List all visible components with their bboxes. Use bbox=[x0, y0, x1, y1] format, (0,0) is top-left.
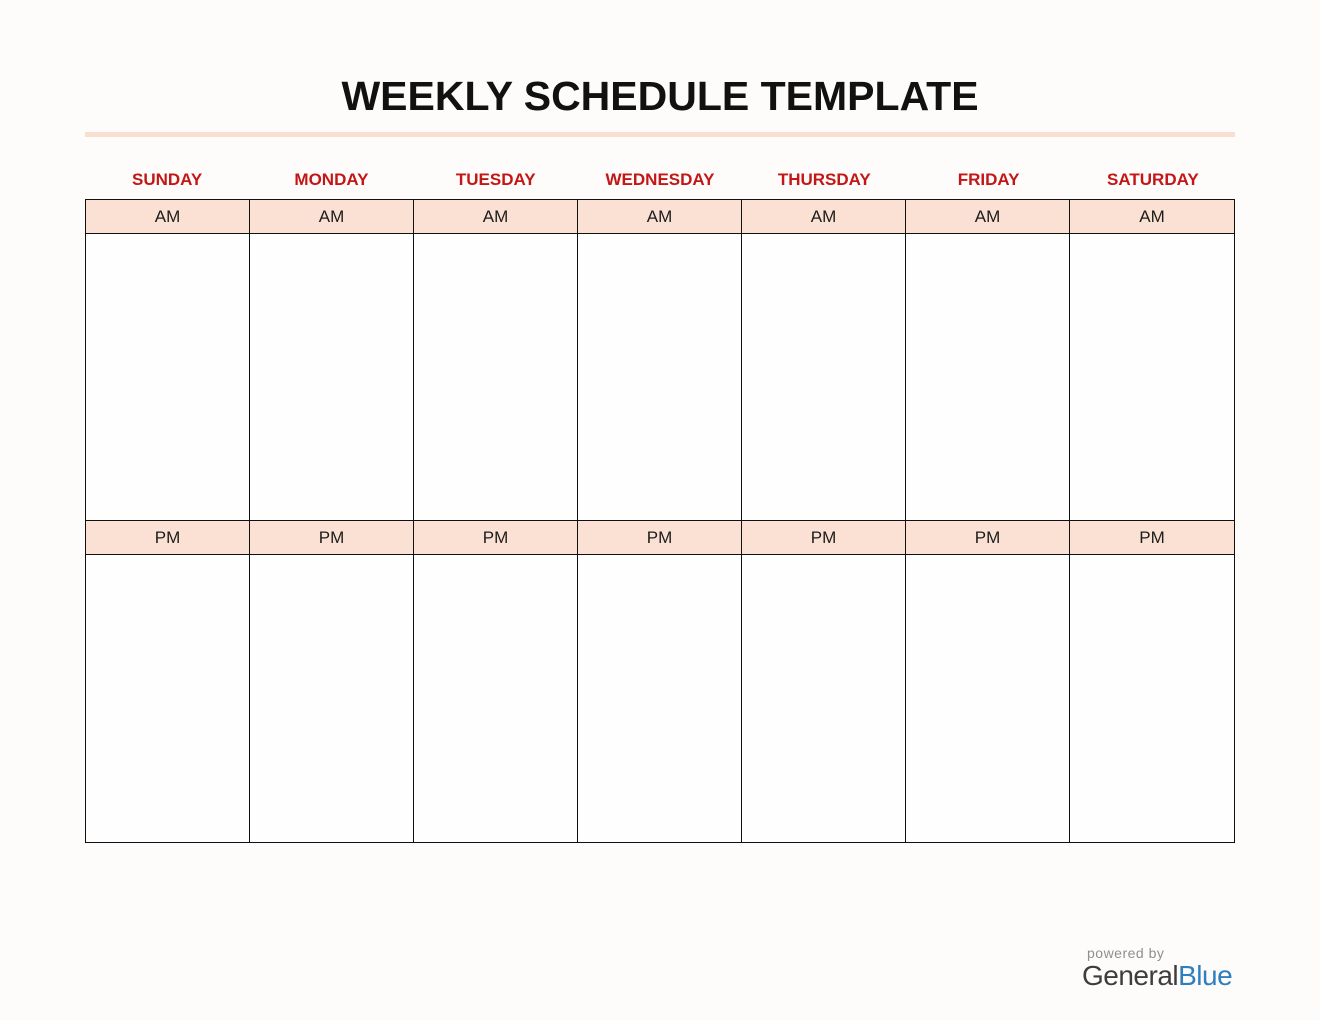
pm-schedule-cell-thursday bbox=[742, 555, 906, 842]
pm-band-row bbox=[86, 521, 1234, 555]
title-accent-rule bbox=[85, 132, 1235, 137]
pm-entries-row bbox=[86, 555, 1234, 842]
pm-schedule-cell-friday bbox=[906, 555, 1070, 842]
pm-schedule-cell-saturday bbox=[1070, 555, 1234, 842]
pm-band-cell: PM bbox=[250, 521, 414, 555]
am-band-cell: AM bbox=[414, 200, 578, 234]
brand-general-text: General bbox=[1082, 960, 1179, 992]
day-header-row bbox=[85, 170, 1235, 199]
pm-band-cell: PM bbox=[906, 521, 1070, 555]
pm-schedule-cell-sunday bbox=[86, 555, 250, 842]
am-band-cell: AM bbox=[906, 200, 1070, 234]
am-schedule-cell-thursday bbox=[742, 234, 906, 521]
generalblue-logo bbox=[1082, 946, 1232, 992]
day-header-friday: FRIDAY bbox=[957, 170, 1020, 190]
am-schedule-cell-wednesday bbox=[578, 234, 742, 521]
am-band-cell: AM bbox=[86, 200, 250, 234]
day-header-wednesday: WEDNESDAY bbox=[605, 170, 715, 190]
am-band-cell: AM bbox=[578, 200, 742, 234]
am-band-row bbox=[86, 200, 1234, 234]
pm-band-cell: PM bbox=[86, 521, 250, 555]
pm-band-cell: PM bbox=[414, 521, 578, 555]
day-header-tuesday: TUESDAY bbox=[455, 170, 536, 190]
am-band-cell: AM bbox=[742, 200, 906, 234]
weekly-schedule-table bbox=[85, 199, 1235, 843]
am-schedule-cell-monday bbox=[250, 234, 414, 521]
am-entries-row bbox=[86, 234, 1234, 521]
day-header-monday: MONDAY bbox=[294, 170, 369, 190]
am-schedule-cell-sunday bbox=[86, 234, 250, 521]
am-schedule-cell-friday bbox=[906, 234, 1070, 521]
am-schedule-cell-saturday bbox=[1070, 234, 1234, 521]
brand-wordmark bbox=[1082, 961, 1232, 992]
day-header-thursday: THURSDAY bbox=[777, 170, 871, 190]
am-band-cell: AM bbox=[250, 200, 414, 234]
page-title: WEEKLY SCHEDULE TEMPLATE bbox=[341, 73, 979, 119]
day-header-sunday: SUNDAY bbox=[132, 170, 203, 190]
am-band-cell: AM bbox=[1070, 200, 1234, 234]
pm-schedule-cell-monday bbox=[250, 555, 414, 842]
brand-blue-text: Blue bbox=[1178, 960, 1233, 992]
pm-schedule-cell-tuesday bbox=[414, 555, 578, 842]
am-schedule-cell-tuesday bbox=[414, 234, 578, 521]
powered-by-text: powered by bbox=[1087, 945, 1165, 961]
pm-band-cell: PM bbox=[1070, 521, 1234, 555]
pm-band-cell: PM bbox=[742, 521, 906, 555]
pm-band-cell: PM bbox=[578, 521, 742, 555]
pm-schedule-cell-wednesday bbox=[578, 555, 742, 842]
day-header-saturday: SATURDAY bbox=[1107, 170, 1199, 190]
